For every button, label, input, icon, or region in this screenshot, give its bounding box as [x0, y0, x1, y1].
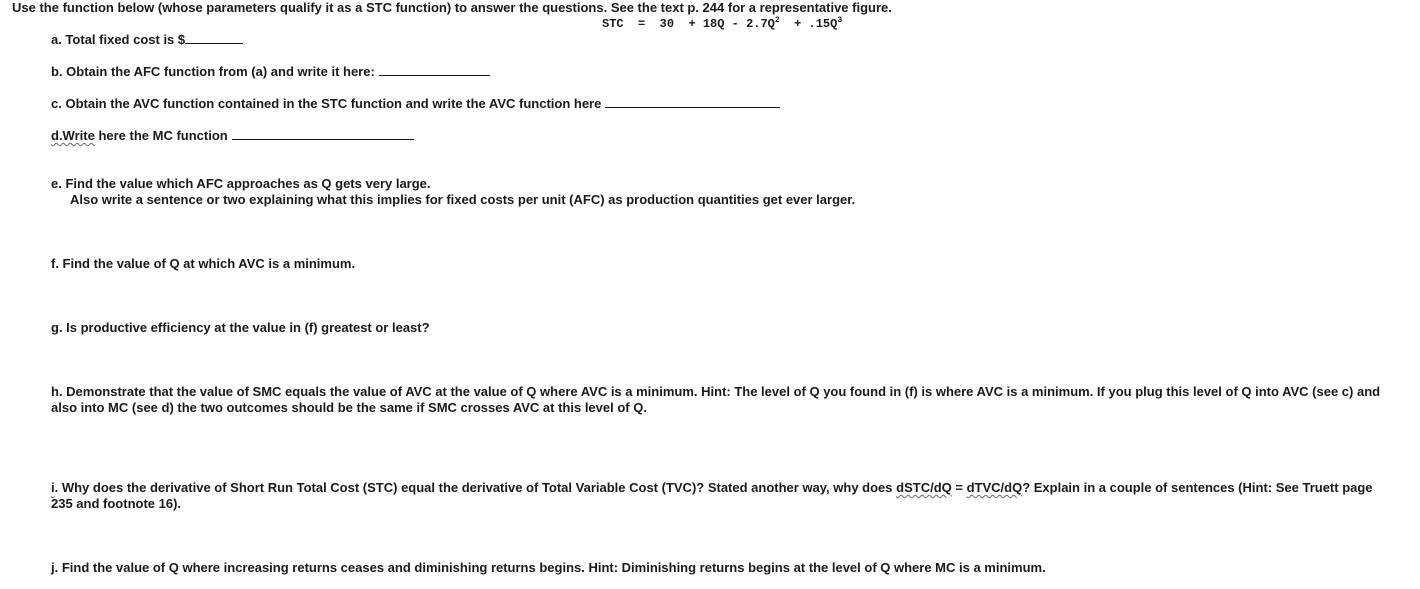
- question-j: j. Find the value of Q where increasing returns ceases and diminishing returns begins. Hint: Diminishing returns begins at the level of Q where MC is a minimum.: [51, 560, 1046, 575]
- formula-plus: +: [688, 17, 696, 31]
- question-h: h. Demonstrate that the value of SMC equals the value of AVC at the value of Q where AVC is a minimum. Hint: The level of Q you found in (f) is where AVC is a minimum. If you plug this level of Q into AVC (see c) and: [51, 384, 1381, 399]
- formula-term-linear: 18Q: [702, 17, 725, 31]
- formula-equals: =: [638, 17, 646, 31]
- derivative-dtvc: dTVC/dQ: [966, 480, 1023, 495]
- answer-blank-a[interactable]: [185, 33, 243, 44]
- formula-term-constant: 30: [659, 17, 675, 31]
- formula-term-quadratic: $2.7Q^2$: [746, 16, 780, 31]
- formula-lhs: STC: [602, 17, 624, 31]
- question-b: b. Obtain the AFC function from (a) and write it here:: [51, 64, 490, 80]
- question-i: i. Why does the derivative of Short Run Total Cost (STC) equal the derivative of Total Variable Cost (TVC)? Stated another way, why does dSTC/dQ = dTVC/dQ? Explain in a couple of sentences (Hint: See Truett page: [51, 480, 1373, 495]
- question-i-continued: 235 and footnote 16).: [51, 496, 182, 511]
- question-a: a. Total fixed cost is $: [51, 32, 243, 48]
- answer-blank-d[interactable]: [232, 129, 414, 140]
- stc-formula: [602, 16, 842, 32]
- formula-minus: -: [731, 17, 739, 31]
- formula-term-cubic: $.15Q^3$: [808, 16, 843, 31]
- question-c: c. Obtain the AVC function contained in the STC function and write the AVC function here: [51, 96, 780, 112]
- question-d-label: d.Write: [51, 128, 95, 143]
- question-g: g. Is productive efficiency at the value in (f) greatest or least?: [51, 320, 430, 335]
- question-d: d.Write here the MC function: [51, 128, 414, 144]
- question-f: f. Find the value of Q at which AVC is a minimum.: [51, 256, 356, 271]
- answer-blank-c[interactable]: [605, 97, 780, 108]
- formula-plus: +: [794, 17, 802, 31]
- question-h-continued: also into MC (see d) the two outcomes should be the same if SMC crosses AVC at this level of Q.: [51, 400, 647, 415]
- answer-blank-b[interactable]: [379, 65, 490, 76]
- question-i-label: i: [51, 480, 55, 495]
- question-e: e. Find the value which AFC approaches as Q gets very large.: [51, 176, 431, 191]
- derivative-dstc: dSTC/dQ: [896, 480, 952, 495]
- question-e-followup: Also write a sentence or two explaining what this implies for fixed costs per unit (AFC) as production quantities get ever larger.: [70, 192, 856, 207]
- instructions-text: Use the function below (whose parameters qualify it as a STC function) to answer the questions. See the text p. 244 for a representative figure.: [12, 0, 892, 15]
